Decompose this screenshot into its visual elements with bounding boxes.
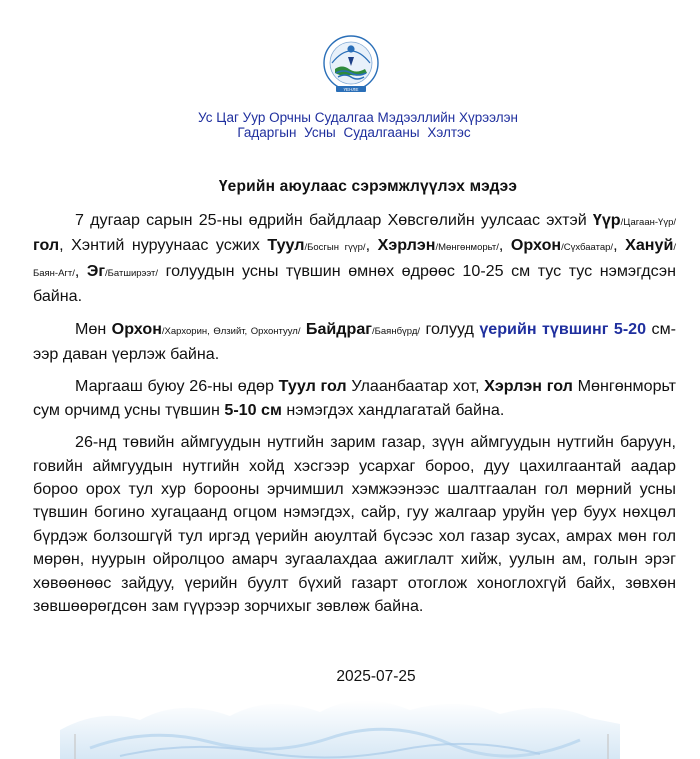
paragraph-3: Маргааш буюу 26-ны өдөр Туул гол Улаанбаатар хот, Хэрлэн гол Мөнгөнморьт сум орчимд усны түвшин 5-10 см нэмэгдэх хандлагатай байна. — [33, 377, 677, 419]
flood-level-highlight: үерийн түвшинг 5-20 — [479, 319, 647, 338]
paragraph-2: Мөн Орхон/Хархорин, Өлзийт, Орхонтуул/ Байдраг/Баянбүрд/ голууд үерийн түвшинг 5-20 см-ээр даван үерлэж байна. — [33, 319, 676, 364]
institute-logo-icon — [322, 33, 380, 95]
water-splash-watermark-icon — [60, 690, 620, 759]
paragraph-4: 26-нд төвийн аймгуудын нутгийн зарим газар, зүүн аймгуудын нутгийн баруун, говийн аймгуудын нутгийн хойд хэсгээр усархаг бороо, дуу цахилгаантай аадар бороо орох тул хур борооны эрчимшил хэмжээнээс шалтгаалан гол мөрний усны түвшин богино хугацаанд огцом нэмэгдэх, сайр, гуу жалгаар уруйн үер буух нөхцөл бүрдэж болзошгүй тул иргэд үерийн аюултай бүсээс хол газар зусах, амрах мөн гол мөрөн, нуурын ойролцоо амарч зугаалахдаа ажиглалт хийж, уулын ам, голын эрэг хөвөөнөөс зайдуу, үерийн буулт бүхий газарт отоглож хоноглохгүй байх, зөвхөн зөвшөөрөгдсөн зам гүүрээр зорчихыг зөвлөж байна. — [33, 433, 676, 616]
org-department: Гадаргын Усны Судалгааны Хэлтэс — [237, 125, 471, 140]
organization-header — [0, 110, 700, 140]
paragraph-1: 7 дугаар сарын 25-ны өдрийн байдлаар Хөвсгөлийн уулсаас эхтэй Үүр/Цагаан-Үүр/ гол, Хэнтий нуруунаас усжих Туул/Босгын гүүр/, Хэрлэн/Мөнгөнморьт/, Орхон/Сүхбаатар/, Хануй/Баян-Агт/, Эг/Батширээт/ голуудын усны түвшин өмнөх өдрөөс 10-25 см тус тус нэмэгдсэн байна. — [33, 211, 676, 306]
org-name: Ус Цаг Уур Орчны Судалгаа Мэдээллийн Хүрээлэн — [198, 110, 518, 125]
bulletin-body — [33, 209, 676, 628]
svg-text:ҮЕНЛЕ: ҮЕНЛЕ — [343, 87, 359, 92]
bulletin-date: 2025-07-25 — [336, 668, 416, 685]
page-title: Үерийн аюулаас сэрэмжлүүлэх мэдээ — [218, 178, 518, 195]
